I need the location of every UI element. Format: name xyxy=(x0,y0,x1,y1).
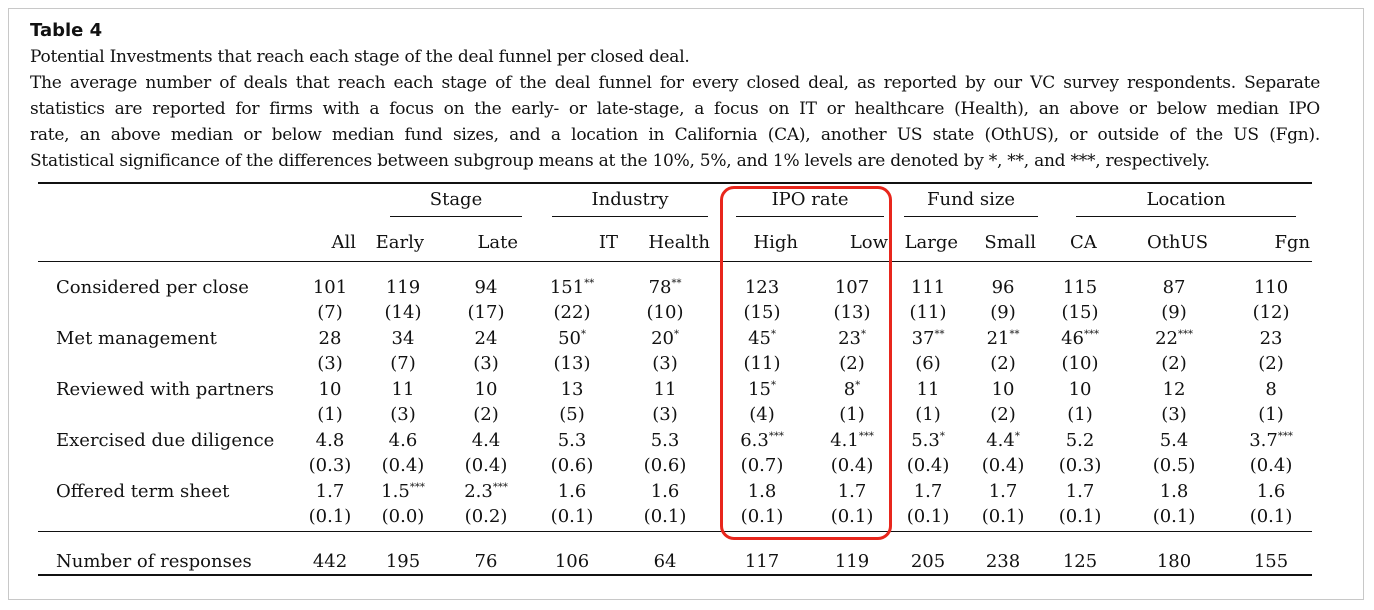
std-error-cell: (0.1) xyxy=(740,506,784,527)
std-error-cell: (17) xyxy=(467,302,505,323)
std-error-cell: (11) xyxy=(909,302,947,323)
mean-cell xyxy=(360,427,446,453)
std-error-cell: (0.3) xyxy=(308,455,352,476)
std-error-cell: (3) xyxy=(317,353,343,374)
std-error-cell: (0.1) xyxy=(1152,506,1196,527)
mean-cell xyxy=(446,325,526,351)
group-location: Location xyxy=(1042,188,1312,218)
mean-value: 11 xyxy=(391,378,415,400)
std-error-cell: (3) xyxy=(1161,404,1187,425)
mean-cell xyxy=(892,266,964,300)
col-header: Small xyxy=(984,231,1037,253)
mean-cell xyxy=(618,478,712,504)
mean-value: 15 xyxy=(748,378,771,400)
std-error-cell: (2) xyxy=(473,404,499,425)
std-error-cell: (22) xyxy=(553,302,591,323)
mean-cell xyxy=(964,266,1042,300)
mean-value: 11 xyxy=(653,378,677,400)
col-header: Late xyxy=(477,231,519,253)
mean-cell xyxy=(1042,427,1118,453)
mean-cell xyxy=(964,427,1042,453)
std-error-cell: (11) xyxy=(743,353,781,374)
col-header: All xyxy=(331,231,356,253)
row-label: Offered term sheet xyxy=(56,480,230,502)
mean-cell xyxy=(446,376,526,402)
mean-value: 46 xyxy=(1061,327,1084,349)
col-header: Large xyxy=(904,231,959,253)
std-error-cell: (0.4) xyxy=(464,455,508,476)
mean-cell xyxy=(360,376,446,402)
mean-value: 4.8 xyxy=(315,429,345,451)
mean-cell xyxy=(526,376,618,402)
group-header-row xyxy=(38,188,1312,218)
responses-cell: 180 xyxy=(1156,550,1192,572)
std-error-cell: (1) xyxy=(1258,404,1284,425)
std-error-cell: (15) xyxy=(1061,302,1099,323)
std-error-cell: (2) xyxy=(990,353,1016,374)
mean-cell xyxy=(1042,376,1118,402)
mean-value: 151 xyxy=(549,276,585,298)
mean-value: 5.2 xyxy=(1065,429,1095,451)
mean-cell xyxy=(964,478,1042,504)
mean-value: 37 xyxy=(911,327,935,349)
std-error-cell: (5) xyxy=(559,404,585,425)
significance-mark: * xyxy=(939,430,945,442)
mean-value: 123 xyxy=(744,276,780,298)
responses-row xyxy=(38,529,1312,581)
row-label-blank xyxy=(38,351,300,376)
std-error-cell: (0.4) xyxy=(381,455,425,476)
description-line: statistics are reported for firms with a focus on the early- or late-stage, a focus on IT or healthcare (Health), an above or below median IPO xyxy=(30,99,1320,119)
mean-cell xyxy=(712,478,812,504)
corner-cell xyxy=(38,188,300,218)
mean-cell xyxy=(812,376,892,402)
mean-cell xyxy=(812,478,892,504)
std-error-cell: (1) xyxy=(1067,404,1093,425)
responses-cell: 155 xyxy=(1253,550,1289,572)
results-table xyxy=(38,188,1312,581)
mean-value: 50 xyxy=(558,327,581,349)
mean-value: 1.7 xyxy=(315,480,345,502)
std-error-cell: (2) xyxy=(839,353,865,374)
responses-cell: 64 xyxy=(653,550,677,572)
mean-cell xyxy=(1230,325,1312,351)
col-header: Fgn xyxy=(1274,231,1311,253)
mean-cell xyxy=(1118,325,1230,351)
mean-cell xyxy=(1118,266,1230,300)
responses-cell: 119 xyxy=(834,550,870,572)
row-label-blank xyxy=(38,453,300,478)
std-error-cell: (10) xyxy=(1061,353,1099,374)
mean-cell xyxy=(1230,376,1312,402)
responses-label: Number of responses xyxy=(56,550,252,572)
std-error-cell: (3) xyxy=(390,404,416,425)
mean-value: 1.6 xyxy=(650,480,680,502)
mean-cell xyxy=(618,376,712,402)
mean-cell xyxy=(892,478,964,504)
mean-cell xyxy=(892,325,964,351)
mean-value: 107 xyxy=(834,276,870,298)
table-subtitle: Potential Investments that reach each stage of the deal funnel per closed deal. xyxy=(30,47,690,67)
std-error-cell: (10) xyxy=(646,302,684,323)
significance-mark: * xyxy=(580,328,586,340)
row-label-blank xyxy=(38,504,300,529)
std-error-cell: (9) xyxy=(1161,302,1187,323)
mean-cell xyxy=(446,478,526,504)
top-rule xyxy=(38,182,1312,184)
significance-mark: ** xyxy=(934,328,945,340)
col-header: High xyxy=(753,231,799,253)
mean-value: 78 xyxy=(648,276,672,298)
mean-cell xyxy=(812,266,892,300)
std-error-cell: (0.1) xyxy=(308,506,352,527)
mean-cell xyxy=(446,427,526,453)
mean-cell xyxy=(300,266,360,300)
std-error-cell: (3) xyxy=(652,404,678,425)
mean-value: 23 xyxy=(1259,327,1283,349)
mean-value: 23 xyxy=(838,327,861,349)
std-error-cell: (7) xyxy=(317,302,343,323)
mean-value: 22 xyxy=(1155,327,1178,349)
mean-value: 1.7 xyxy=(837,480,867,502)
mean-value: 24 xyxy=(474,327,498,349)
significance-mark: * xyxy=(860,328,866,340)
mean-cell xyxy=(446,266,526,300)
mean-cell xyxy=(1230,478,1312,504)
mean-cell xyxy=(1042,266,1118,300)
table-row xyxy=(38,376,1312,402)
responses-cell: 238 xyxy=(985,550,1021,572)
mean-value: 12 xyxy=(1162,378,1186,400)
mean-cell xyxy=(892,427,964,453)
std-error-cell: (0.1) xyxy=(643,506,687,527)
mean-value: 4.6 xyxy=(388,429,418,451)
mean-value: 94 xyxy=(474,276,498,298)
mean-value: 10 xyxy=(318,378,342,400)
mean-value: 111 xyxy=(910,276,946,298)
mean-cell xyxy=(1230,427,1312,453)
mean-cell xyxy=(964,376,1042,402)
mean-value: 8 xyxy=(843,378,856,400)
mean-value: 28 xyxy=(318,327,342,349)
std-error-cell: (0.6) xyxy=(643,455,687,476)
mean-value: 10 xyxy=(1068,378,1092,400)
mean-cell xyxy=(1118,478,1230,504)
significance-mark: *** xyxy=(768,430,784,442)
mean-cell xyxy=(1118,376,1230,402)
mean-value: 34 xyxy=(391,327,415,349)
mean-value: 5.3 xyxy=(557,429,587,451)
group-ipo-rate: IPO rate xyxy=(712,188,892,218)
row-label-blank xyxy=(38,402,300,427)
mean-value: 4.4 xyxy=(986,429,1015,451)
mean-cell xyxy=(1230,266,1312,300)
responses-cell: 195 xyxy=(385,550,421,572)
table-body xyxy=(38,266,1312,581)
col-header: Health xyxy=(648,231,711,253)
std-error-cell: (1) xyxy=(839,404,865,425)
std-error-cell: (0.1) xyxy=(1249,506,1293,527)
mean-value: 115 xyxy=(1062,276,1098,298)
mean-cell xyxy=(712,266,812,300)
mean-value: 1.6 xyxy=(557,480,587,502)
significance-mark: * xyxy=(855,379,861,391)
responses-cell: 442 xyxy=(312,550,348,572)
mean-value: 11 xyxy=(916,378,940,400)
mean-cell xyxy=(360,266,446,300)
std-error-cell: (4) xyxy=(749,404,775,425)
std-error-cell: (0.4) xyxy=(906,455,950,476)
mean-value: 4.1 xyxy=(830,429,859,451)
mean-cell xyxy=(526,266,618,300)
table-row-se xyxy=(38,300,1312,325)
description-line: rate, an above median or below median fund sizes, and a location in California (CA), another US state (OthUS), or outside of the US (Fgn). xyxy=(30,125,1320,145)
significance-mark: *** xyxy=(858,430,874,442)
mean-value: 8 xyxy=(1265,378,1277,400)
significance-mark: ** xyxy=(584,277,595,289)
significance-mark: * xyxy=(673,328,679,340)
responses-cell: 125 xyxy=(1062,550,1098,572)
mean-value: 4.4 xyxy=(471,429,501,451)
col-header: CA xyxy=(1070,231,1097,253)
mean-value: 10 xyxy=(991,378,1015,400)
table-title: Table 4 xyxy=(30,20,103,41)
mean-cell xyxy=(618,427,712,453)
table-description xyxy=(30,70,1320,174)
mean-cell xyxy=(812,427,892,453)
mean-value: 5.3 xyxy=(650,429,680,451)
std-error-cell: (0.0) xyxy=(381,506,425,527)
mean-value: 20 xyxy=(651,327,674,349)
std-error-cell: (1) xyxy=(317,404,343,425)
mean-value: 1.8 xyxy=(747,480,777,502)
label-header xyxy=(38,218,300,266)
row-label: Met management xyxy=(56,327,217,349)
mean-cell xyxy=(618,325,712,351)
mean-value: 2.3 xyxy=(464,480,493,502)
mean-cell xyxy=(964,325,1042,351)
significance-mark: *** xyxy=(409,481,425,493)
mean-cell xyxy=(712,325,812,351)
mean-value: 13 xyxy=(560,378,584,400)
std-error-cell: (9) xyxy=(990,302,1016,323)
std-error-cell: (0.7) xyxy=(740,455,784,476)
std-error-cell: (13) xyxy=(553,353,591,374)
col-header: Low xyxy=(849,231,889,253)
mean-value: 6.3 xyxy=(740,429,769,451)
group-industry: Industry xyxy=(526,188,712,218)
std-error-cell: (0.1) xyxy=(1058,506,1102,527)
row-label-blank xyxy=(38,300,300,325)
table-caption xyxy=(30,18,1320,174)
mean-value: 1.7 xyxy=(988,480,1018,502)
mean-value: 110 xyxy=(1253,276,1289,298)
mean-value: 5.3 xyxy=(911,429,940,451)
std-error-cell: (13) xyxy=(833,302,871,323)
mean-value: 1.6 xyxy=(1256,480,1286,502)
std-error-cell: (0.3) xyxy=(1058,455,1102,476)
row-label: Reviewed with partners xyxy=(56,378,274,400)
mean-value: 3.7 xyxy=(1249,429,1278,451)
significance-mark: ** xyxy=(671,277,682,289)
significance-mark: *** xyxy=(1083,328,1099,340)
std-error-cell: (0.1) xyxy=(550,506,594,527)
row-label: Exercised due diligence xyxy=(56,429,275,451)
std-error-cell: (12) xyxy=(1252,302,1290,323)
significance-mark: *** xyxy=(1277,430,1293,442)
significance-mark: *** xyxy=(492,481,508,493)
mean-cell xyxy=(360,325,446,351)
std-error-cell: (15) xyxy=(743,302,781,323)
description-line: The average number of deals that reach each stage of the deal funnel for every closed deal, as reported by our VC survey respondents. Separate xyxy=(30,73,1320,93)
std-error-cell: (0.1) xyxy=(981,506,1025,527)
std-error-cell: (0.1) xyxy=(906,506,950,527)
mean-value: 1.8 xyxy=(1159,480,1189,502)
mean-cell xyxy=(526,325,618,351)
mean-cell xyxy=(300,478,360,504)
significance-mark: * xyxy=(770,328,776,340)
col-header: IT xyxy=(598,231,619,253)
std-error-cell: (0.4) xyxy=(830,455,874,476)
significance-mark: * xyxy=(770,379,776,391)
mean-value: 101 xyxy=(312,276,348,298)
std-error-cell: (0.1) xyxy=(830,506,874,527)
mean-value: 10 xyxy=(474,378,498,400)
std-error-cell: (1) xyxy=(915,404,941,425)
mean-cell xyxy=(300,427,360,453)
std-error-cell: (2) xyxy=(990,404,1016,425)
table-row xyxy=(38,478,1312,504)
mean-cell xyxy=(812,325,892,351)
mean-value: 87 xyxy=(1162,276,1186,298)
std-error-cell: (2) xyxy=(1258,353,1284,374)
mean-value: 21 xyxy=(986,327,1010,349)
mean-value: 119 xyxy=(385,276,421,298)
group-fund-size: Fund size xyxy=(892,188,1042,218)
table-row xyxy=(38,325,1312,351)
significance-mark: * xyxy=(1014,430,1020,442)
responses-cell: 76 xyxy=(474,550,498,572)
description-line: Statistical significance of the differences between subgroup means at the 10%, 5%, and 1% levels are denoted by *, **, and ***, respectively. xyxy=(30,151,1210,171)
table-row-se xyxy=(38,351,1312,376)
mean-cell xyxy=(1118,427,1230,453)
std-error-cell: (0.4) xyxy=(981,455,1025,476)
all-group-cell xyxy=(300,188,360,218)
responses-cell: 117 xyxy=(744,550,780,572)
mean-cell xyxy=(300,325,360,351)
table-row xyxy=(38,427,1312,453)
mean-value: 1.7 xyxy=(1065,480,1095,502)
significance-mark: ** xyxy=(1009,328,1020,340)
table-row-se xyxy=(38,402,1312,427)
mean-value: 45 xyxy=(748,327,771,349)
table-row xyxy=(38,266,1312,300)
responses-cell: 106 xyxy=(554,550,590,572)
std-error-cell: (14) xyxy=(384,302,422,323)
mean-value: 1.5 xyxy=(381,480,410,502)
mean-cell xyxy=(1042,478,1118,504)
mean-cell xyxy=(360,478,446,504)
mean-value: 1.7 xyxy=(913,480,943,502)
std-error-cell: (0.2) xyxy=(464,506,508,527)
mean-cell xyxy=(712,427,812,453)
mean-cell xyxy=(526,427,618,453)
mean-cell xyxy=(712,376,812,402)
mean-cell xyxy=(526,478,618,504)
std-error-cell: (3) xyxy=(473,353,499,374)
significance-mark: *** xyxy=(1177,328,1193,340)
col-header: OthUS xyxy=(1146,231,1209,253)
table-row-se xyxy=(38,504,1312,529)
std-error-cell: (0.6) xyxy=(550,455,594,476)
col-header: Early xyxy=(375,231,424,253)
mean-cell xyxy=(1042,325,1118,351)
mean-value: 5.4 xyxy=(1159,429,1189,451)
group-stage: Stage xyxy=(360,188,526,218)
mean-cell xyxy=(300,376,360,402)
row-label: Considered per close xyxy=(56,276,249,298)
table-row-se xyxy=(38,453,1312,478)
responses-cell: 205 xyxy=(910,550,946,572)
std-error-cell: (2) xyxy=(1161,353,1187,374)
std-error-cell: (3) xyxy=(652,353,678,374)
std-error-cell: (0.5) xyxy=(1152,455,1196,476)
mean-cell xyxy=(618,266,712,300)
std-error-cell: (0.4) xyxy=(1249,455,1293,476)
std-error-cell: (7) xyxy=(390,353,416,374)
mean-value: 96 xyxy=(991,276,1015,298)
mean-cell xyxy=(892,376,964,402)
column-header-row xyxy=(38,218,1312,266)
std-error-cell: (6) xyxy=(915,353,941,374)
